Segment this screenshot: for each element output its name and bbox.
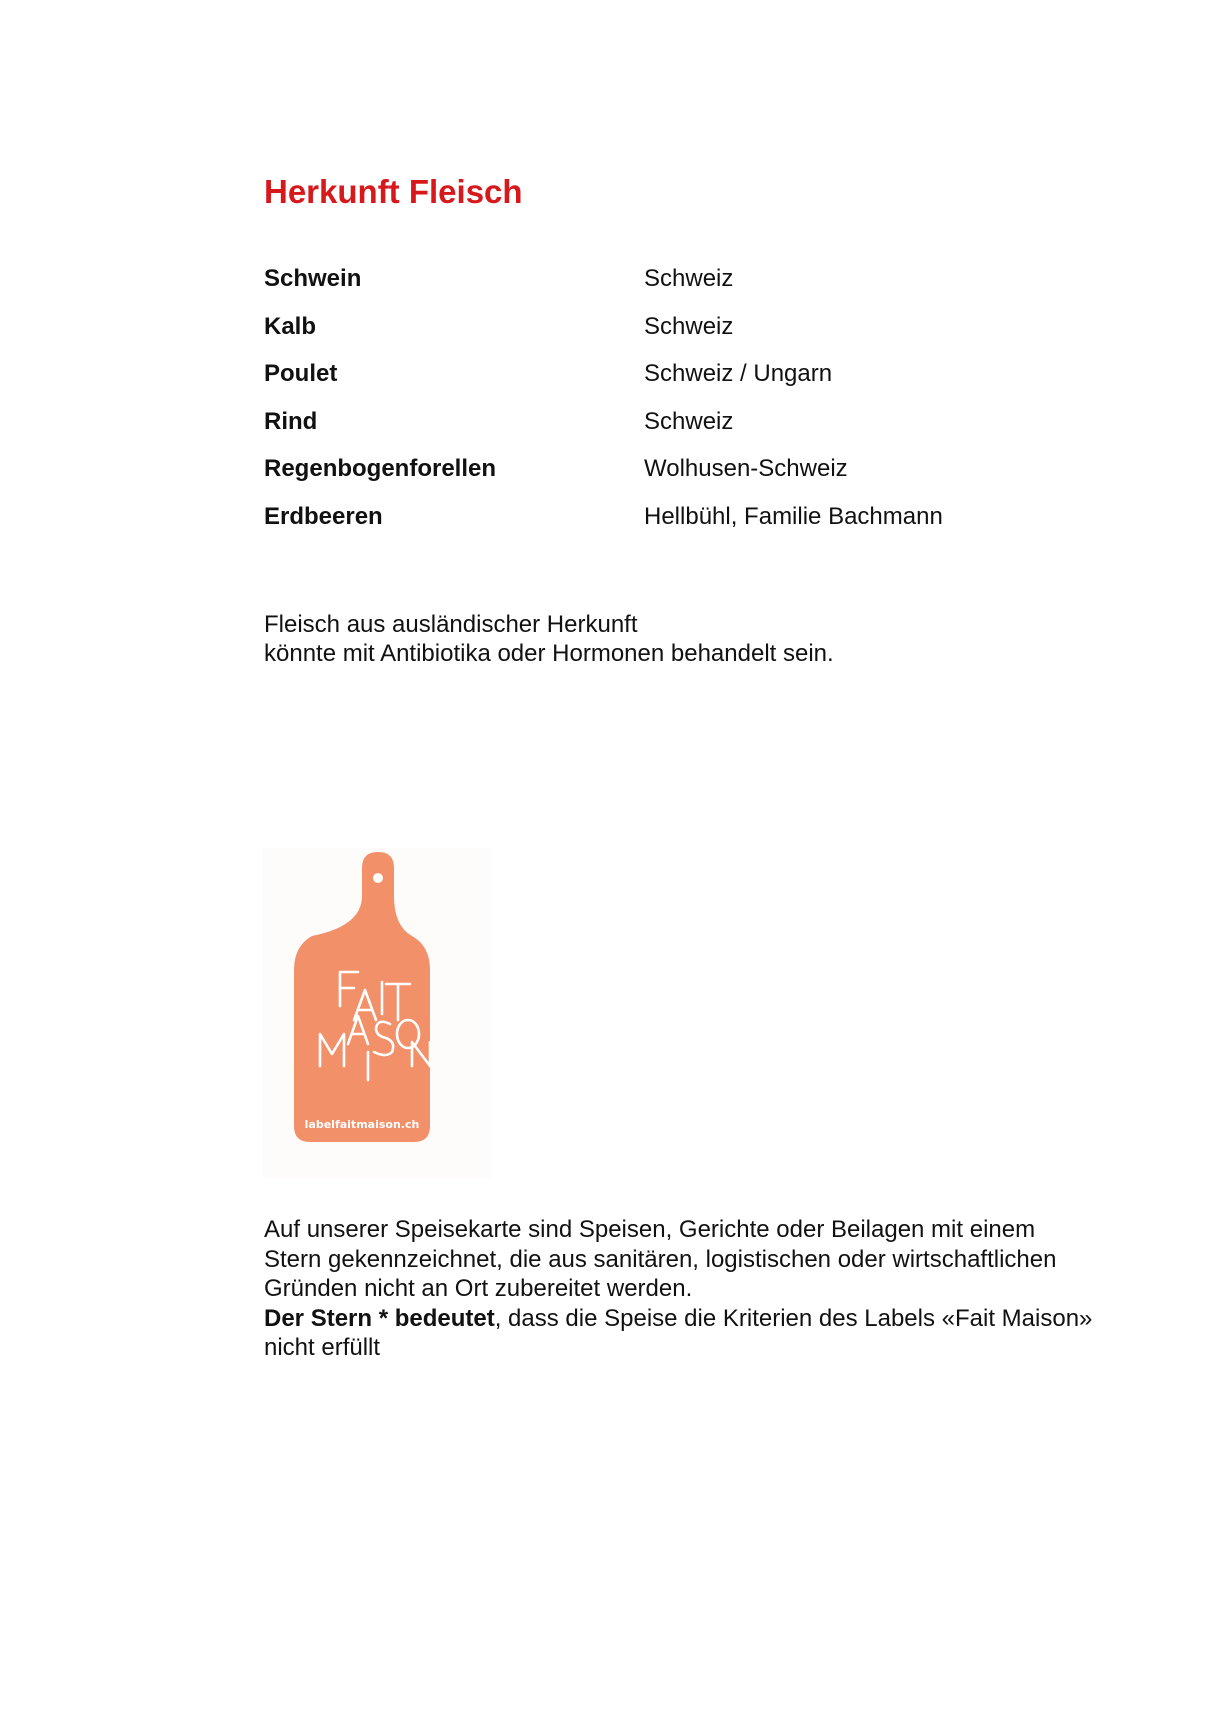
table-row: [264, 407, 1024, 455]
table-row: [264, 502, 1024, 550]
table-row: [264, 264, 1024, 312]
import-note: [264, 610, 834, 668]
product-name: Erdbeeren: [264, 502, 383, 530]
table-row: [264, 454, 1024, 502]
info-line: [264, 1304, 1144, 1334]
product-name: Poulet: [264, 360, 338, 387]
product-origin: Wolhusen-Schweiz: [644, 455, 848, 482]
page-title: Herkunft Fleisch: [264, 173, 523, 210]
origin-table: [264, 264, 1024, 549]
table-row: [264, 312, 1024, 360]
hang-hole: [373, 873, 383, 883]
fait-maison-info: [264, 1215, 1144, 1363]
star-explanation: , dass die Speise die Kriterien des Labels «Fait Maison»: [494, 1304, 1093, 1332]
info-line: Auf unserer Speisekarte sind Speisen, Gerichte oder Beilagen mit einem: [264, 1216, 1036, 1243]
note-line: könnte mit Antibiotika oder Hormonen behandelt sein.: [264, 640, 834, 667]
product-origin: Schweiz: [644, 312, 734, 340]
product-origin: Schweiz: [644, 407, 734, 435]
product-name: Schwein: [264, 265, 362, 292]
info-line: Stern gekennzeichnet, die aus sanitären, logistischen oder wirtschaftlichen: [264, 1245, 1057, 1273]
note-line: Fleisch aus ausländischer Herkunft: [264, 611, 638, 638]
table-row: [264, 359, 1024, 407]
product-name: Rind: [264, 407, 318, 435]
product-origin: Schweiz / Ungarn: [644, 360, 833, 387]
info-line: Gründen nicht an Ort zubereitet werden.: [264, 1275, 693, 1302]
product-name: Regenbogenforellen: [264, 455, 497, 482]
product-origin: Hellbühl, Familie Bachmann: [644, 502, 943, 530]
product-origin: Schweiz: [644, 265, 734, 292]
star-emphasis: Der Stern * bedeutet: [264, 1304, 495, 1332]
product-name: Kalb: [264, 312, 317, 340]
info-line: nicht erfüllt: [264, 1334, 381, 1361]
logo-url: labelfaitmaison.ch: [304, 1118, 420, 1131]
fait-maison-logo: [262, 848, 492, 1178]
